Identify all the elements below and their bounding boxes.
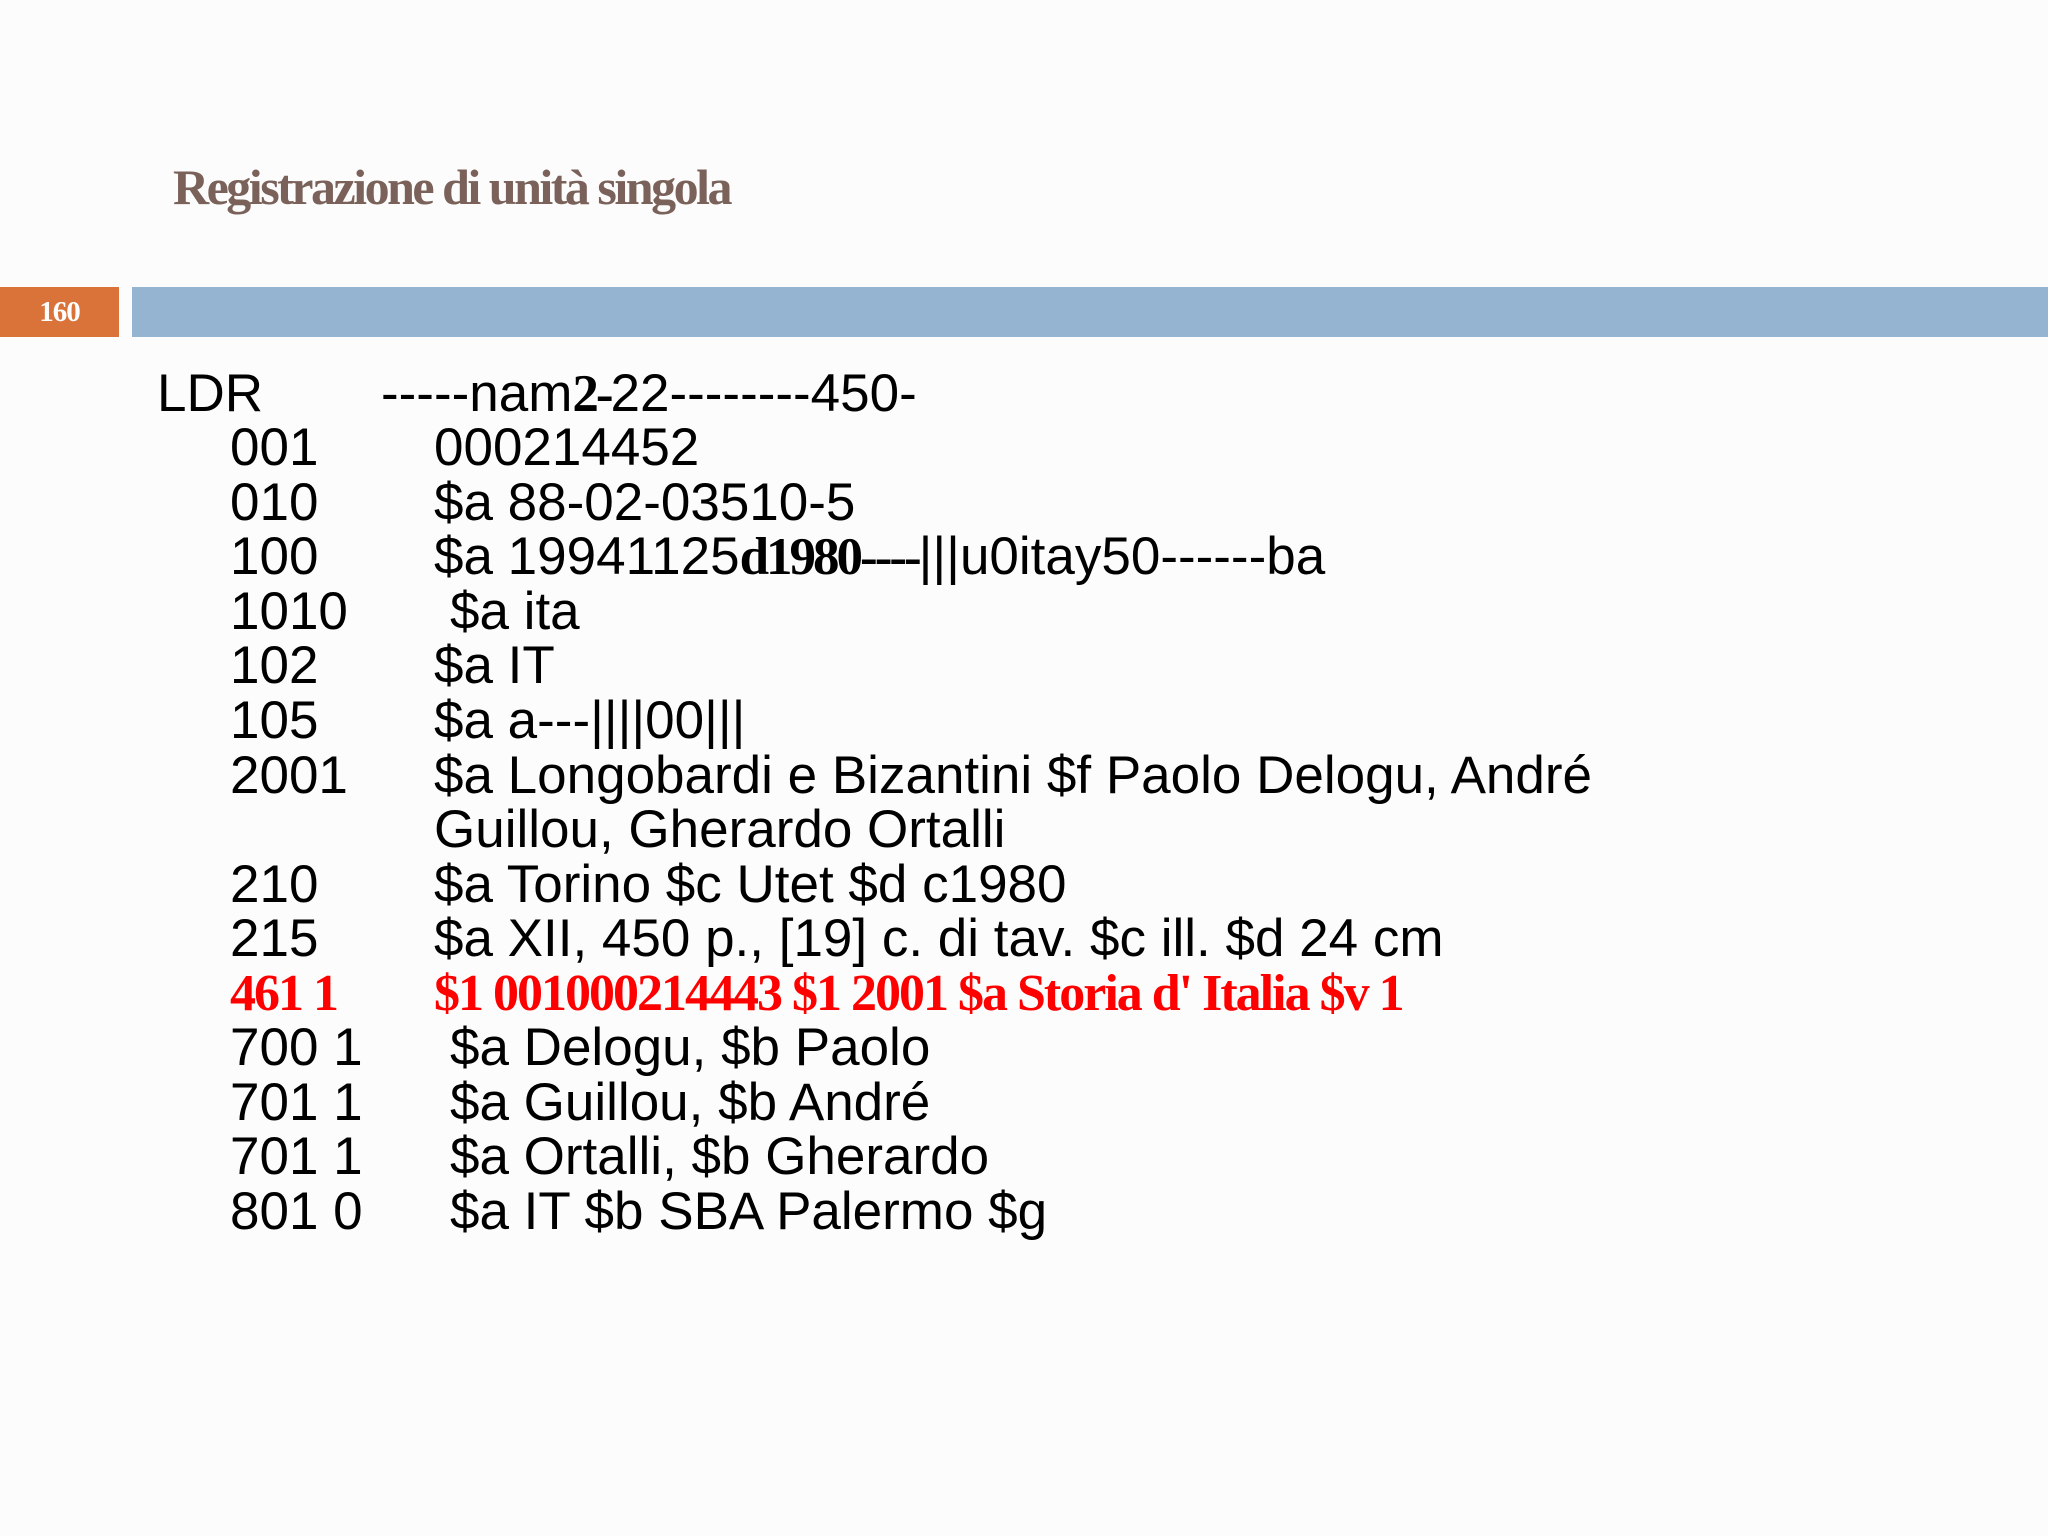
field-tag: 105	[230, 691, 319, 750]
field-tag: 102	[230, 636, 319, 695]
field-tag-highlighted: 461 1	[230, 965, 337, 1022]
field-tag: 801 0	[230, 1182, 363, 1241]
field-value: $a Guillou, $b André	[450, 1073, 931, 1132]
field-value: $a 19941125d1980----|||u0itay50------ba	[434, 527, 1326, 586]
field-value: $a Ortalli, $b Gherardo	[450, 1127, 990, 1186]
field-value-continuation: Guillou, Gherardo Ortalli	[434, 800, 1006, 859]
leader-value: -----nam2-22--------450-	[381, 364, 917, 423]
field-value: $a Torino $c Utet $d c1980	[434, 855, 1067, 914]
leader-tag: LDR	[157, 364, 264, 423]
field-value-highlighted: $1 001000214443 $1 2001 $a Storia d' Italia $v 1	[434, 965, 1403, 1022]
field-value: $a a---||||00|||	[434, 691, 746, 750]
field-tag: 001	[230, 418, 319, 477]
field-value: $a IT $b SBA Palermo $g	[450, 1182, 1048, 1241]
field-tag: 100	[230, 527, 319, 586]
page-number-badge: 160	[0, 287, 119, 337]
field-value: 000214452	[434, 418, 700, 477]
field-value: $a ita	[450, 582, 580, 641]
field-tag: 1010	[230, 582, 348, 641]
field-tag: 700 1	[230, 1018, 363, 1077]
field-tag: 701 1	[230, 1127, 363, 1186]
field-tag: 2001	[230, 746, 348, 805]
field-value: $a Longobardi e Bizantini $f Paolo Delogu, André	[434, 746, 1593, 805]
field-tag: 215	[230, 909, 319, 968]
field-tag: 210	[230, 855, 319, 914]
field-value: $a IT	[434, 636, 555, 695]
field-tag: 010	[230, 473, 319, 532]
field-value: $a Delogu, $b Paolo	[450, 1018, 931, 1077]
field-value: $a 88-02-03510-5	[434, 473, 856, 532]
field-tag: 701 1	[230, 1073, 363, 1132]
slide-title: Registrazione di unità singola	[173, 159, 730, 215]
field-value: $a XII, 450 p., [19] c. di tav. $c ill. $d 24 cm	[434, 909, 1444, 968]
